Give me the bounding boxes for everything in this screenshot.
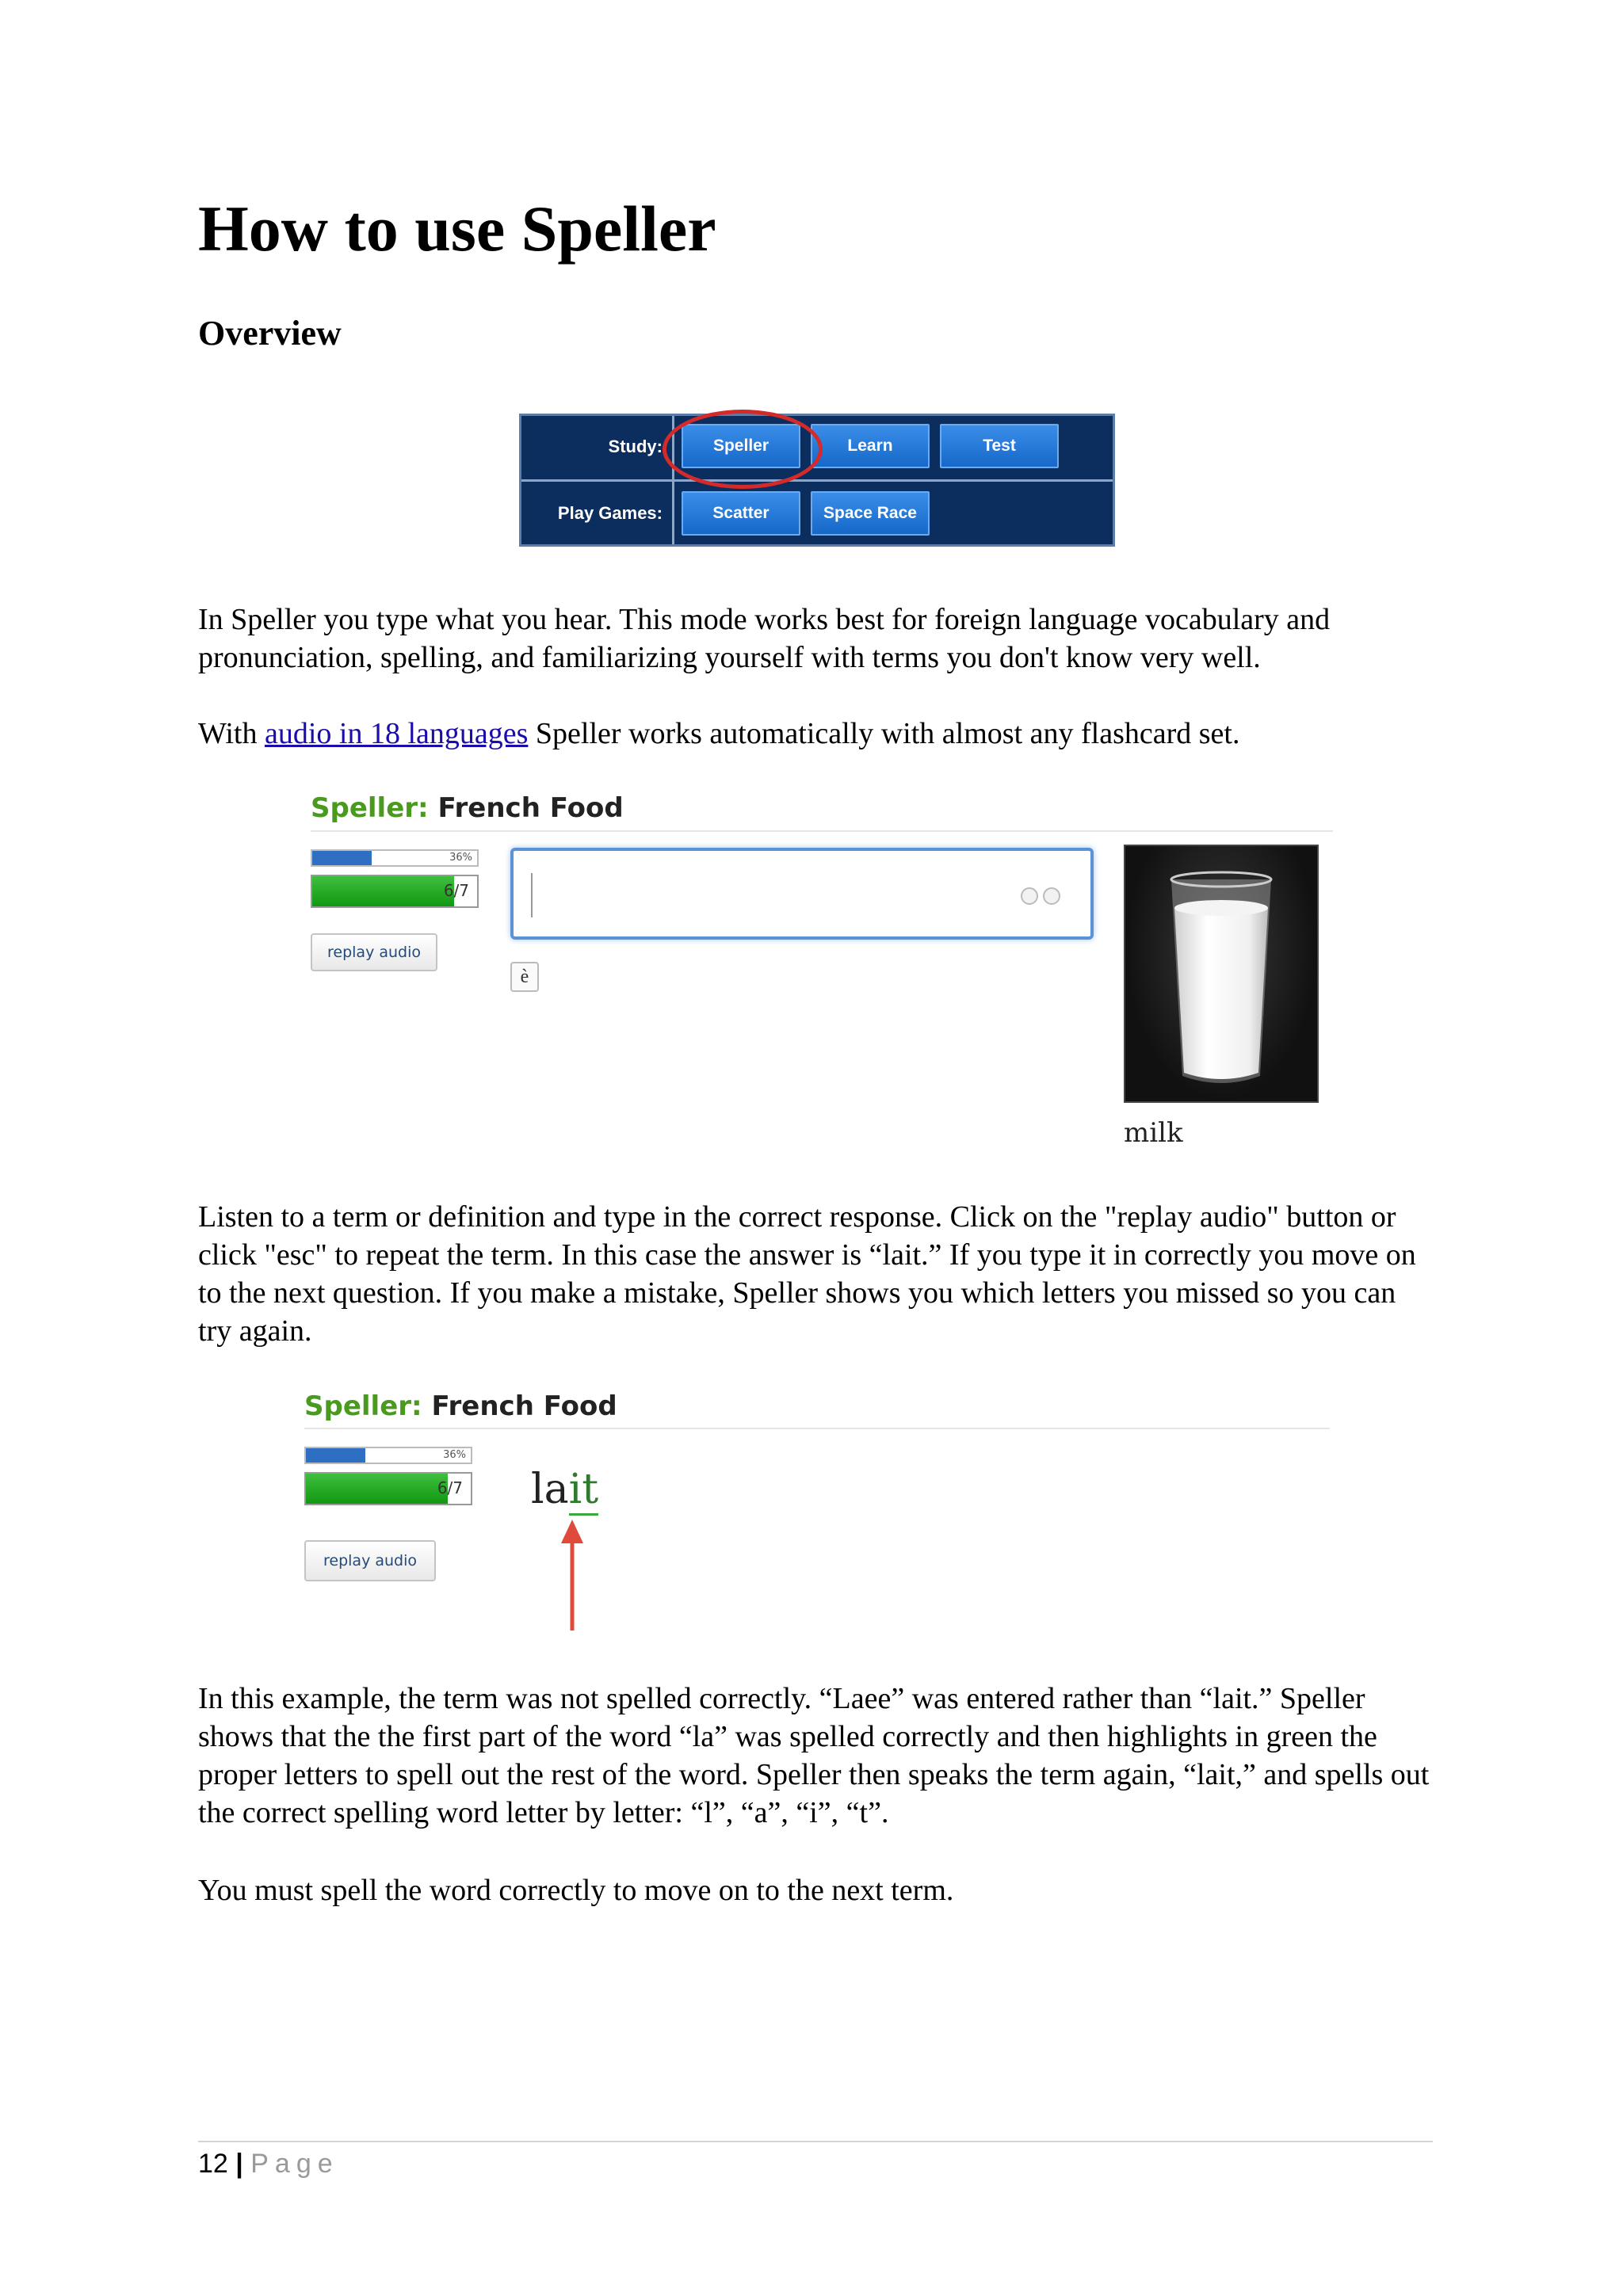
- answer-correct-part: la: [531, 1466, 569, 1513]
- audio-paragraph: [198, 715, 1434, 753]
- score-fill: [312, 876, 454, 906]
- score-fill: [306, 1474, 448, 1504]
- footer-divider: [198, 2141, 1433, 2142]
- instructions-paragraph: Listen to a term or definition and type in the correct response. Click on the "replay audio" button or click "esc" to repeat the term. In this case the answer is “lait.” If you type it in correctly you move on to the next question. If you make a mistake, Speller shows you which letters you missed so you can try again.: [198, 1200, 1416, 1348]
- study-nav-panel: [519, 414, 1115, 547]
- study-label: Study:: [608, 437, 663, 456]
- closing-paragraph: You must spell the word correctly to move on to the next term.: [198, 1874, 954, 1907]
- progress-bar: [304, 1447, 472, 1464]
- play-games-label: Play Games:: [557, 503, 663, 523]
- intro-paragraph: In Speller you type what you hear. This mode works best for foreign language vocabulary and pronunciation, spelling, and familiarizing yourself with terms you don't know very well.: [198, 603, 1331, 674]
- space-race-button[interactable]: Space Race: [811, 491, 930, 536]
- scatter-button[interactable]: Scatter: [682, 491, 800, 536]
- page-number: 12: [198, 2149, 228, 2179]
- score-bar: [304, 1472, 472, 1505]
- page-label: Page: [250, 2149, 339, 2179]
- title-divider: [311, 830, 1333, 832]
- status-dot-icon: [1021, 887, 1038, 905]
- accent-e-grave-key[interactable]: è: [510, 962, 539, 992]
- test-button[interactable]: Test: [940, 424, 1059, 468]
- speller-title-prefix: Speller:: [304, 1390, 422, 1422]
- page-title: How to use Speller: [198, 193, 716, 265]
- answer-highlighted-part: it: [569, 1466, 599, 1516]
- footer-separator: |: [235, 2149, 243, 2179]
- progress-fill: [306, 1448, 365, 1463]
- score-text: 6/7: [437, 1478, 463, 1497]
- score-bar: [311, 875, 479, 908]
- answer-feedback: [531, 1466, 598, 1513]
- learn-button[interactable]: Learn: [811, 424, 930, 468]
- red-arrow-icon: [558, 1520, 586, 1630]
- speller-title: [311, 792, 624, 824]
- progress-fill: [312, 851, 372, 865]
- score-text: 6/7: [443, 881, 469, 900]
- image-caption: milk: [1124, 1117, 1183, 1149]
- progress-text: 36%: [443, 1449, 466, 1461]
- title-divider: [304, 1428, 1330, 1429]
- speller-title: [304, 1390, 617, 1422]
- progress-bar: [311, 849, 479, 867]
- audio-languages-link[interactable]: audio in 18 languages: [264, 717, 529, 750]
- example-paragraph: In this example, the term was not spelled correctly. “Laee” was entered rather than “lait.” Speller shows that the the first part of the word “la” was spelled correctly and then highlights in green the proper letters to spell out the rest of the word. Speller then speaks the term again, “lait,” and spells out the correct spelling word letter by letter: “l”, “a”, “i”, “t”.: [198, 1682, 1430, 1829]
- replay-audio-button[interactable]: replay audio: [304, 1540, 436, 1581]
- progress-text: 36%: [449, 852, 472, 864]
- milk-glass-icon: [1125, 846, 1317, 1101]
- section-heading: Overview: [198, 314, 342, 353]
- highlight-circle: [663, 410, 823, 489]
- page-footer: [198, 2149, 339, 2180]
- nav-divider: [521, 479, 1113, 482]
- speller-button[interactable]: Speller: [682, 424, 800, 468]
- replay-audio-button[interactable]: replay audio: [311, 933, 437, 971]
- status-dot-icon: [1043, 887, 1060, 905]
- audio-paragraph-text: With: [198, 717, 265, 750]
- text-caret: [531, 873, 533, 917]
- speller-title-prefix: Speller:: [311, 792, 429, 824]
- answer-input[interactable]: [510, 848, 1094, 940]
- speller-set-name: French Food: [437, 792, 624, 824]
- audio-paragraph-text: Speller works automatically with almost any flashcard set.: [528, 717, 1240, 750]
- speller-set-name: French Food: [431, 1390, 617, 1422]
- milk-glass-image: [1124, 845, 1319, 1103]
